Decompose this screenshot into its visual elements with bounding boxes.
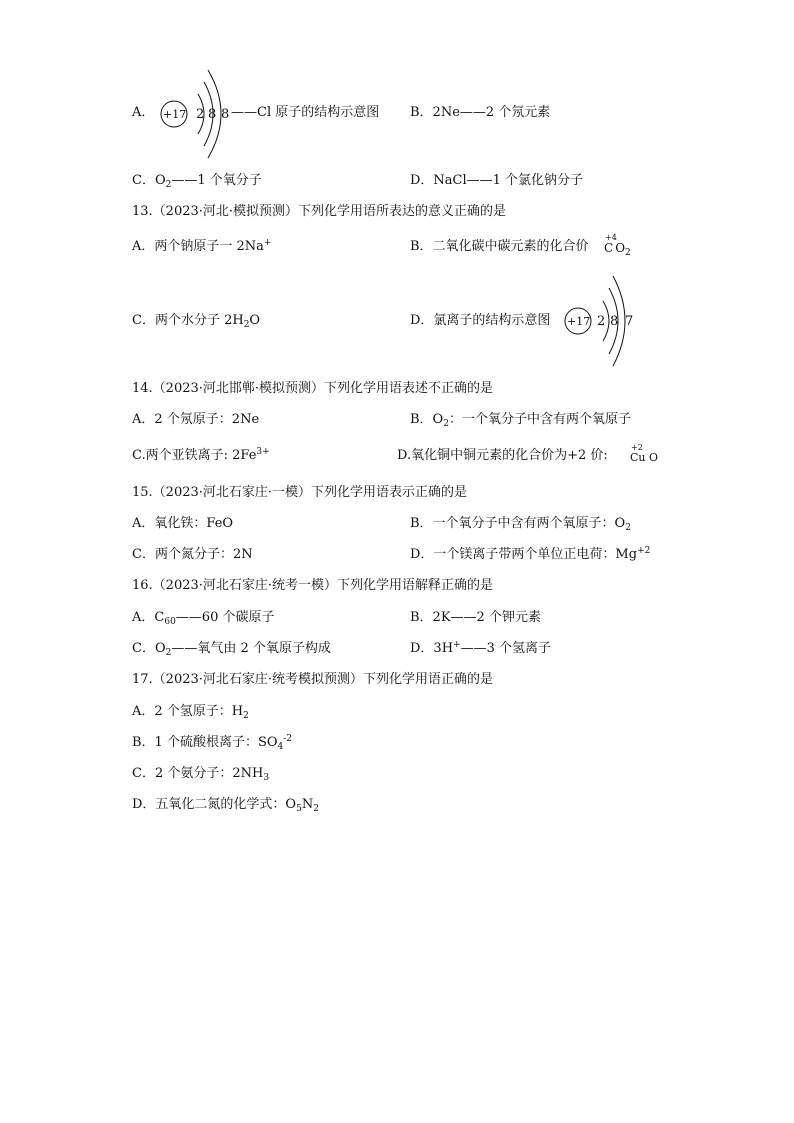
question-17-stem: 17.（2023·河北石家庄·统考模拟预测）下列化学用语正确的是	[132, 672, 494, 687]
question-13-stem: 13.（2023·河北·模拟预测）下列化学用语所表达的意义正确的是	[132, 204, 507, 219]
shell-electrons-2: 8	[208, 107, 217, 122]
q14-option-b: B．$O_2$：一个氧分子中含有两个氧原子	[410, 412, 631, 429]
nucleus-charge: +17	[567, 315, 591, 328]
q16-option-c: C．$O_2——$氧气由 2 个氧原子构成	[132, 641, 331, 658]
option-text: ——Cl 原子的结构示意图	[231, 105, 380, 120]
q13-option-b: B．二氧化碳中碳元素的化合价	[410, 239, 589, 254]
question-14-stem: 14.（2023·河北邯郸·模拟预测）下列化学用语表述不正确的是	[132, 381, 494, 396]
q17-option-a: A．2 个氢原子：$H_2$	[132, 704, 249, 721]
q12-option-a	[132, 104, 154, 122]
valence-formula-co2: +4 C $O_2$	[604, 233, 631, 258]
shell-electrons-1: 2	[196, 107, 205, 122]
q12-option-c: C．$O_2——1$ 个氧分子	[132, 173, 262, 190]
q17-option-d: D．五氧化二氮的化学式：$O_5N_2$	[132, 797, 319, 814]
q14-option-c: C.两个亚铁离子: $2Fe^{3+}$	[132, 447, 270, 463]
q17-option-b: B．1 个硫酸根离子：$SO_4^{-2}$	[132, 734, 293, 752]
q15-option-c: C．两个氮分子：2N	[132, 547, 253, 562]
q13-option-c: C．两个水分子 $2H_2O$	[132, 313, 261, 330]
q13-option-a: A．两个钠原子一 2Na+	[132, 238, 272, 254]
shell-electrons-2: 8	[610, 314, 619, 329]
nucleus-charge: +17	[163, 108, 187, 121]
question-16-stem: 16.（2023·河北石家庄·统考一模）下列化学用语解释正确的是	[132, 578, 494, 593]
q17-option-c: C．2 个氨分子：$2NH_3$	[132, 766, 270, 783]
q15-option-a: A．氧化铁：FeO	[132, 516, 234, 531]
q14-option-d: D.氧化铜中铜元素的化合价为+2 价:	[397, 448, 608, 463]
question-15-stem: 15.（2023·河北石家庄·一模）下列化学用语表示正确的是	[132, 485, 468, 500]
q15-option-b: B．一个氧分子中含有两个氧原子：$O_2$	[410, 516, 631, 533]
shell-electrons-3: 8	[221, 107, 230, 122]
q12-option-d: D．NaCl——1 个氯化钠分子	[410, 173, 584, 188]
q16-option-a: A．$C_{60}——60$ 个碳原子	[132, 610, 275, 627]
valence-formula-cuo: +2 Cu O	[630, 443, 659, 464]
q12-option-b: B．2Ne——2 个氖元素	[410, 105, 551, 120]
q15-option-d: D．一个镁离子带两个单位正电荷：$Mg^{+2}$	[410, 546, 651, 562]
q14-option-a: A．2 个氖原子：2Ne	[132, 412, 260, 427]
shell-electrons-1: 2	[597, 314, 606, 329]
q13-option-d: D．氯离子的结构示意图	[410, 313, 551, 328]
option-label: A．	[132, 105, 155, 120]
shell-electrons-3: 7	[625, 314, 634, 329]
q16-option-d: D．3H+——3 个氢离子	[410, 640, 551, 656]
q16-option-b: B．2K——2 个钾元素	[410, 610, 541, 625]
